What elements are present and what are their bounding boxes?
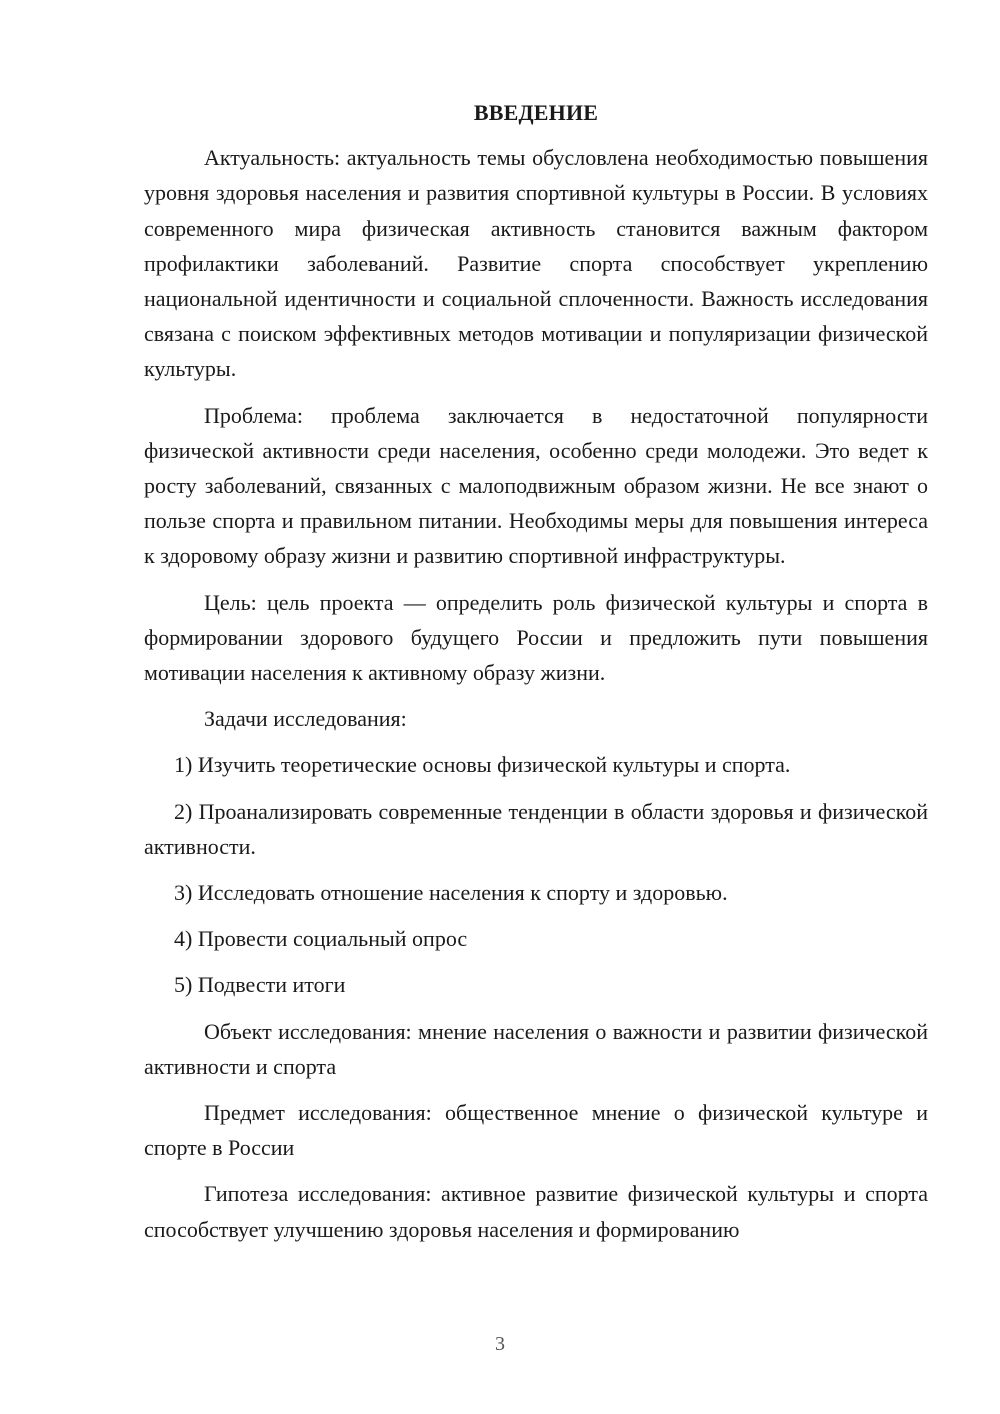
task-item: 4) Провести социальный опрос [174, 926, 468, 952]
task-item: 1) Изучить теоретические основы физической культуры и спорта. [174, 752, 791, 778]
relevance-paragraph: Актуальность: актуальность темы обусловлена необходимостью повышения уровня здоровья населения и развития спортивной культуры в России. В условиях современного мира физическая активность становится важным фактором профилактики заболеваний. Развитие спорта способствует укреплению национальной идентичности и социальной сплоченности. Важность исследования связана с поиском эффективных методов мотивации и популяризации физической культуры. [144, 145, 928, 382]
problem-paragraph: Проблема: проблема заключается в недостаточной популярности физической активности среди населения, особенно среди молодежи. Это ведет к росту заболеваний, связанных с малоподвижным образом жизни. Не все знают о пользе спорта и правильном питании. Необходимы меры для повышения интереса к здоровому образу жизни и развитию спортивной инфраструктуры. [144, 402, 928, 569]
tasks-title: Задачи исследования: [204, 706, 407, 732]
subject-paragraph: Предмет исследования: общественное мнение о физической культуре и спорте в России [144, 1100, 928, 1161]
goal-paragraph: Цель: цель проекта — определить роль физической культуры и спорта в формировании здорового будущего России и предложить пути повышения мотивации населения к активному образу жизни. [144, 589, 928, 686]
task-item: 3) Исследовать отношение населения к спорту и здоровью. [174, 880, 728, 906]
page-number: 3 [495, 1333, 505, 1355]
document-body [144, 95, 928, 1258]
object-paragraph: Объект исследования: мнение населения о важности и развитии физической активности и спорта [144, 1018, 928, 1079]
section-heading: ВВЕДЕНИЕ [473, 100, 599, 125]
task-item: 5) Подвести итоги [174, 972, 346, 998]
hypothesis-paragraph: Гипотеза исследования: активное развитие физической культуры и спорта способствует улучшению здоровья населения и формированию [144, 1181, 928, 1242]
task-item: 2) Проанализировать современные тенденции в области здоровья и физической активности. [144, 798, 928, 859]
